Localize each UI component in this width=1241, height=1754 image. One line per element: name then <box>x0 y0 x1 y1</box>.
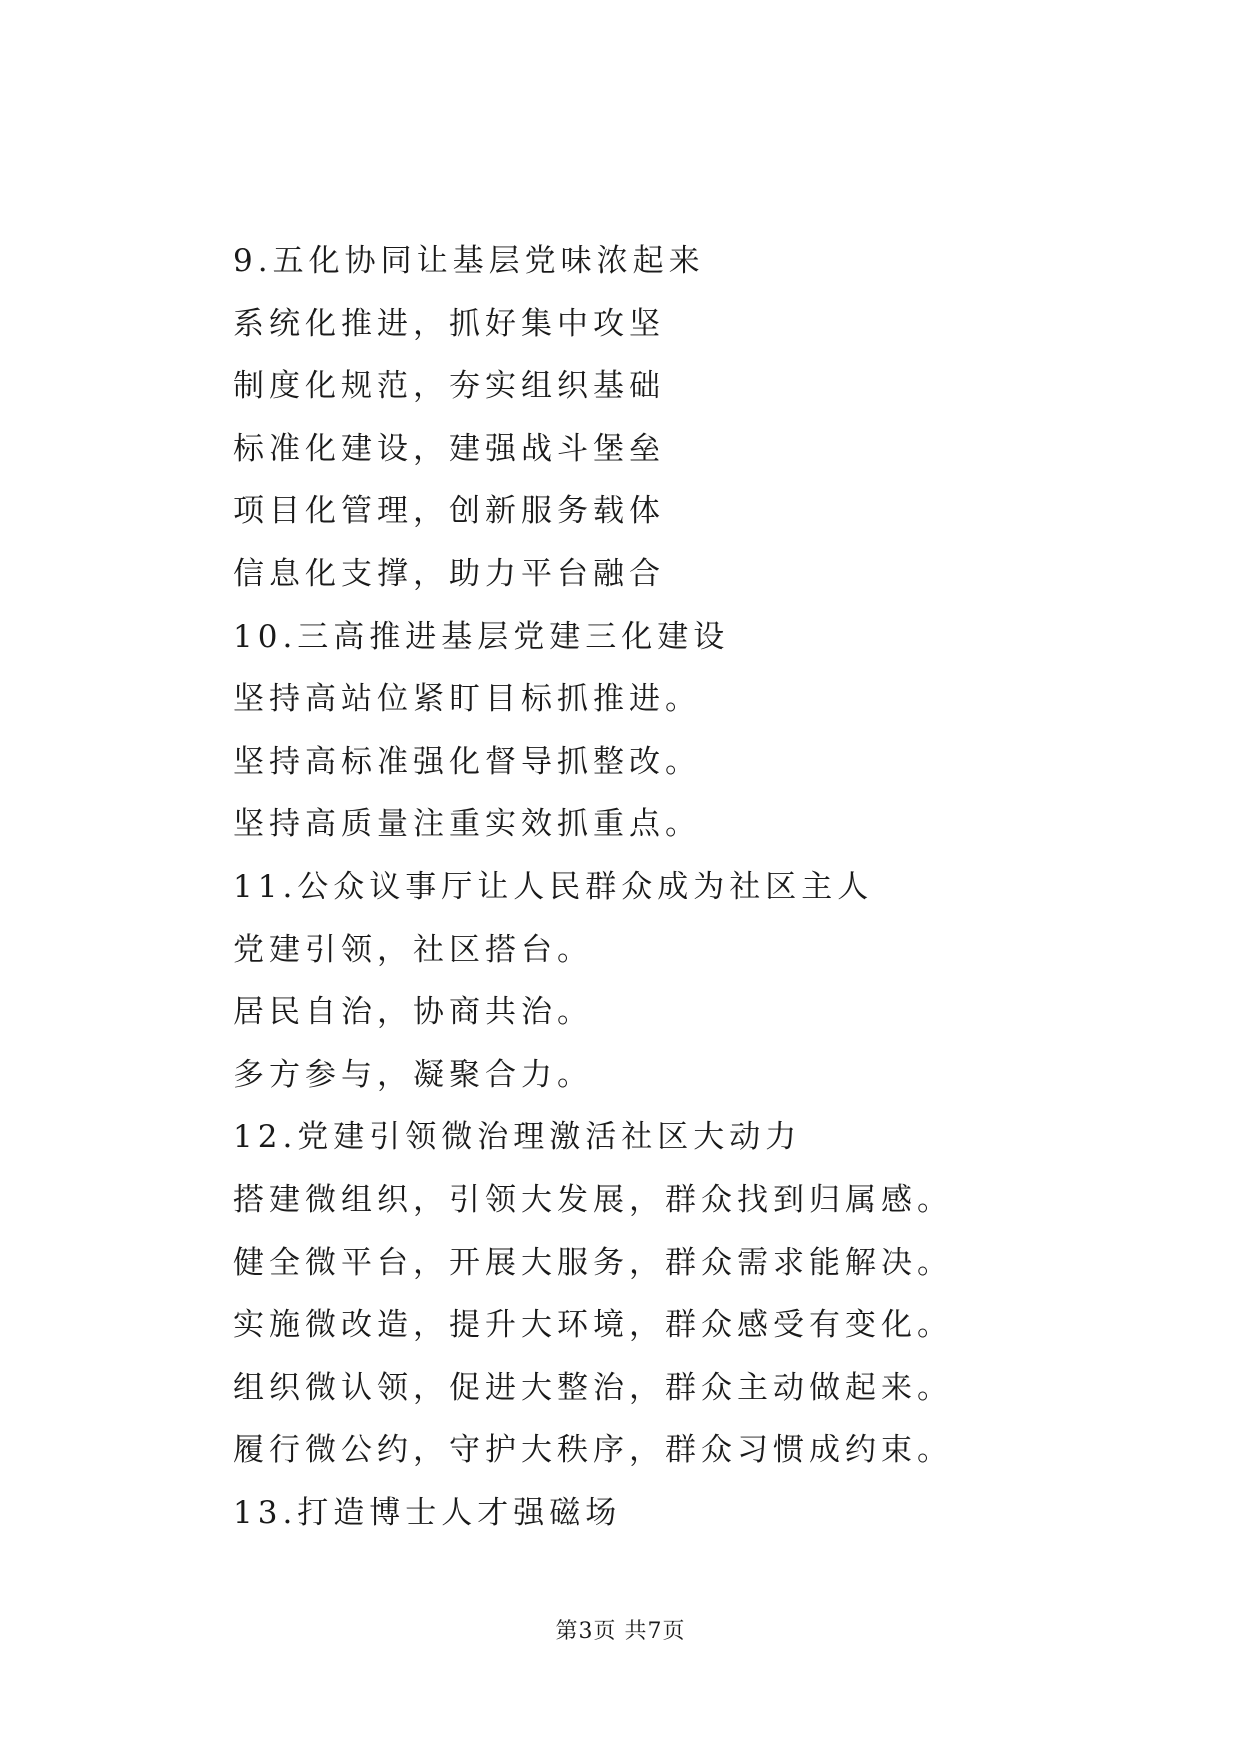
heading-9: 9.五化协同让基层党味浓起来 <box>233 243 705 279</box>
text-line: 坚持高质量注重实效抓重点。 <box>233 806 701 843</box>
text-line: 坚持高标准强化督导抓整改。 <box>233 743 701 780</box>
text-line: 系统化推进，抓好集中攻坚 <box>233 305 665 342</box>
text-line: 组织微认领，促进大整治，群众主动做起来。 <box>233 1369 953 1406</box>
heading-13: 13.打造博士人才强磁场 <box>233 1494 622 1531</box>
text-line: 项目化管理，创新服务载体 <box>233 493 665 530</box>
text-line: 信息化支撑，助力平台融合 <box>233 555 665 592</box>
page-number-footer: 第3页 共7页 <box>555 1619 686 1644</box>
heading-12: 12.党建引领微治理激活社区大动力 <box>233 1119 802 1156</box>
text-line: 多方参与，凝聚合力。 <box>233 1056 593 1093</box>
text-line: 健全微平台，开展大服务，群众需求能解决。 <box>233 1244 953 1281</box>
heading-10: 10.三高推进基层党建三化建设 <box>233 618 730 655</box>
text-line: 搭建微组织，引领大发展，群众找到归属感。 <box>233 1181 953 1218</box>
text-line: 党建引领，社区搭台。 <box>233 931 593 968</box>
document-body <box>233 230 1133 1544</box>
text-line: 实施微改造，提升大环境，群众感受有变化。 <box>233 1307 953 1344</box>
heading-11: 11.公众议事厅让人民群众成为社区主人 <box>233 868 874 905</box>
text-line: 坚持高站位紧盯目标抓推进。 <box>233 681 701 718</box>
text-line: 居民自治，协商共治。 <box>233 994 593 1031</box>
text-line: 履行微公约，守护大秩序，群众习惯成约束。 <box>233 1432 953 1469</box>
text-line: 标准化建设，建强战斗堡垒 <box>233 430 665 467</box>
text-line: 制度化规范，夯实组织基础 <box>233 368 665 405</box>
